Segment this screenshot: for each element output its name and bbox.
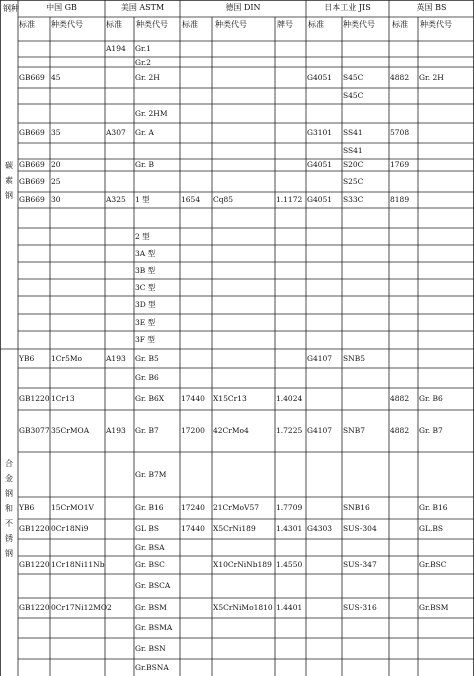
cell-gb-grade: 1Cr5Mo (51, 354, 83, 363)
cell-gb-grade: 15CrMO1V (51, 503, 94, 512)
cell-jis-grade: S25C (343, 177, 364, 186)
header-germany-din: 德国 DIN (225, 3, 261, 12)
cell-astm-grade: Gr. 2H (135, 73, 160, 82)
cell-din-standard: 17440 (181, 524, 205, 533)
cell-din-grade: X5CrNi189 (213, 524, 256, 533)
cell-gb-standard: GB1220 (19, 603, 50, 612)
subheader-din-standard: 标准 (182, 20, 198, 29)
cell-jis-grade: SS41 (343, 128, 363, 137)
cell-astm-standard: A325 (106, 195, 126, 204)
cell-astm-grade: Gr. B7M (135, 470, 167, 479)
category-char: 不 (5, 519, 13, 528)
cell-astm-grade: Gr. 2HM (135, 109, 168, 118)
cell-astm-grade: 3F 型 (135, 335, 155, 344)
subheader-bs-grade: 种类代号 (420, 20, 452, 29)
cell-astm-grade: Gr. BSMA (135, 623, 173, 632)
cell-gb-grade: 35CrMOA (51, 426, 90, 435)
cell-bs-grade: Gr.BSM (419, 603, 449, 612)
cell-gb-grade: 20 (51, 160, 61, 169)
cell-astm-grade: Gr.2 (135, 58, 151, 67)
cell-gb-grade: 35 (51, 128, 61, 137)
cell-bs-standard: 4882 (390, 73, 410, 82)
cell-astm-grade: Gr. BSC (135, 560, 165, 569)
cell-bs-grade: Gr. B6 (419, 394, 443, 403)
cell-astm-grade: Gr. B5 (135, 354, 159, 363)
cell-gb-standard: GB669 (19, 73, 45, 82)
category-char: 钢 (5, 549, 13, 558)
cell-jis-grade: S20C (343, 160, 364, 169)
header-japan-jis: 日本工业 JIS (324, 3, 371, 12)
cell-gb-standard: YB6 (19, 354, 35, 363)
cell-astm-standard: A194 (106, 44, 126, 53)
cell-din-number: 1.7709 (276, 503, 303, 512)
cell-gb-grade: 0Cr18Ni9 (51, 524, 89, 533)
cell-bs-grade: GL.BS (419, 524, 444, 533)
cell-astm-grade: Gr.BSNA (135, 663, 169, 672)
cell-jis-grade: SNB16 (343, 503, 370, 512)
cell-jis-standard: G4107 (307, 426, 333, 435)
cell-astm-grade: Gr. B6 (135, 373, 159, 382)
cell-bs-grade: Gr. 2H (419, 73, 444, 82)
cell-din-standard: 17240 (181, 503, 205, 512)
cell-astm-grade: 3B 型 (135, 266, 156, 275)
cell-din-grade: 42CrMo4 (213, 426, 249, 435)
cell-jis-grade: SUS-316 (343, 603, 377, 612)
cell-astm-grade: Gr.1 (135, 44, 151, 53)
subheader-astm-standard: 标准 (106, 20, 122, 29)
cell-gb-standard: GB669 (19, 128, 45, 137)
cell-gb-standard: GB669 (19, 177, 45, 186)
cell-bs-grade: Gr. B7 (419, 426, 443, 435)
header-uk-bs: 英国 BS (416, 3, 447, 12)
cell-astm-standard: A193 (106, 354, 126, 363)
cell-astm-grade: Gr. A (135, 128, 154, 137)
cell-gb-standard: GB3077 (19, 426, 50, 435)
subheader-gb-grade: 种类代号 (51, 20, 83, 29)
category-char: 金 (5, 474, 13, 483)
cell-din-grade: X10CrNiNb189 (213, 560, 272, 569)
cell-astm-standard: A307 (106, 128, 126, 137)
cell-astm-grade: 3A 型 (135, 249, 156, 258)
cell-gb-grade: 45 (51, 73, 61, 82)
cell-din-standard: 1654 (181, 195, 201, 204)
cell-din-grade: Cq85 (213, 195, 234, 204)
header-china-gb: 中国 GB (46, 3, 77, 12)
cell-gb-standard: GB1220 (19, 394, 50, 403)
cell-bs-standard: 1769 (390, 160, 410, 169)
cell-jis-grade: SNB7 (343, 426, 365, 435)
cell-din-standard: 17440 (181, 394, 205, 403)
subheader-din-number: 牌号 (277, 20, 293, 29)
cell-gb-standard: GB1220 (19, 560, 50, 569)
cell-gb-grade: 0Cr17Ni12MO2 (51, 603, 112, 612)
cell-astm-grade: Gr. BSCA (135, 581, 171, 590)
cell-astm-grade: Gr. B (135, 160, 155, 169)
cell-gb-grade: 30 (51, 195, 61, 204)
cell-astm-grade: 3D 型 (135, 300, 156, 309)
cell-bs-standard: 4882 (390, 394, 410, 403)
cell-jis-standard: G4051 (307, 73, 333, 82)
category-char: 锈 (5, 534, 13, 543)
cell-gb-standard: YB6 (19, 503, 35, 512)
cell-astm-standard: A193 (106, 426, 126, 435)
cell-din-number: 1.4301 (276, 524, 303, 533)
cell-jis-standard: G4051 (307, 160, 333, 169)
cell-bs-grade: Gr. B16 (419, 503, 448, 512)
cell-astm-grade: Gr. B7 (135, 426, 159, 435)
category-carbon-steel (3, 158, 15, 203)
cell-din-number: 1.1172 (276, 195, 303, 204)
cell-gb-grade: 1Cr18Ni11Nb (51, 560, 105, 569)
subheader-gb-standard: 标准 (19, 20, 35, 29)
subheader-jis-standard: 标准 (308, 20, 324, 29)
cell-din-grade: X15Cr13 (213, 394, 247, 403)
cell-astm-grade: 3E 型 (135, 318, 156, 327)
cell-astm-grade: Gr. BSA (135, 543, 165, 552)
category-char: 钢 (5, 191, 13, 200)
cell-jis-grade: SUS-304 (343, 524, 377, 533)
cell-jis-grade: S45C (343, 91, 364, 100)
subheader-astm-grade: 种类代号 (136, 20, 168, 29)
cell-bs-standard: 5708 (390, 128, 410, 137)
category-char: 合 (5, 459, 13, 468)
subheader-jis-grade: 种类代号 (343, 20, 375, 29)
category-char: 碳 (5, 161, 13, 170)
cell-astm-grade: Gr. BSN (135, 644, 166, 653)
category-char: 钢 (5, 489, 13, 498)
cell-astm-grade: 1 型 (135, 195, 150, 204)
cell-jis-grade: SNB5 (343, 354, 365, 363)
cell-jis-standard: G4303 (307, 524, 333, 533)
cell-gb-standard: GB669 (19, 160, 45, 169)
cell-jis-standard: G3101 (307, 128, 333, 137)
cell-astm-grade: GL BS (135, 524, 160, 533)
cell-jis-grade: SS41 (343, 146, 363, 155)
cell-bs-grade: Gr.BSC (419, 560, 447, 569)
cell-jis-standard: G4107 (307, 354, 333, 363)
category-char: 和 (5, 504, 13, 513)
cell-astm-grade: Gr. BSM (135, 603, 167, 612)
cell-gb-standard: GB1220 (19, 524, 50, 533)
cell-bs-standard: 8189 (390, 195, 410, 204)
cell-din-number: 1.4550 (276, 560, 303, 569)
category-char: 素 (5, 176, 13, 185)
cell-jis-grade: SUS-347 (343, 560, 377, 569)
cell-din-number: 1.4401 (276, 603, 303, 612)
cell-astm-grade: 3C 型 (135, 283, 156, 292)
cell-gb-standard: GB669 (19, 195, 45, 204)
cell-din-number: 1.7225 (276, 426, 303, 435)
cell-jis-grade: S45C (343, 73, 364, 82)
subheader-bs-standard: 标准 (392, 20, 408, 29)
cell-astm-grade: Gr. B6X (135, 394, 165, 403)
cell-din-standard: 17200 (181, 426, 205, 435)
header-steel-type: 钢种 (3, 4, 19, 13)
cell-gb-grade: 25 (51, 177, 61, 186)
cell-gb-grade: 1Cr13 (51, 394, 75, 403)
subheader-din-grade: 种类代号 (215, 20, 247, 29)
cell-din-grade: X5CrNiMo1810 (213, 603, 273, 612)
cell-bs-standard: 4882 (390, 426, 410, 435)
cell-din-number: 1.4024 (276, 394, 303, 403)
cell-astm-grade: 2 型 (135, 232, 150, 241)
cell-jis-standard: G4051 (307, 195, 333, 204)
cell-astm-grade: Gr. B16 (135, 503, 164, 512)
cell-din-grade: 21CrMoV57 (213, 503, 260, 512)
cell-jis-grade: S33C (343, 195, 364, 204)
category-alloy-stainless-steel (3, 456, 15, 561)
header-usa-astm: 美国 ASTM (120, 3, 165, 12)
